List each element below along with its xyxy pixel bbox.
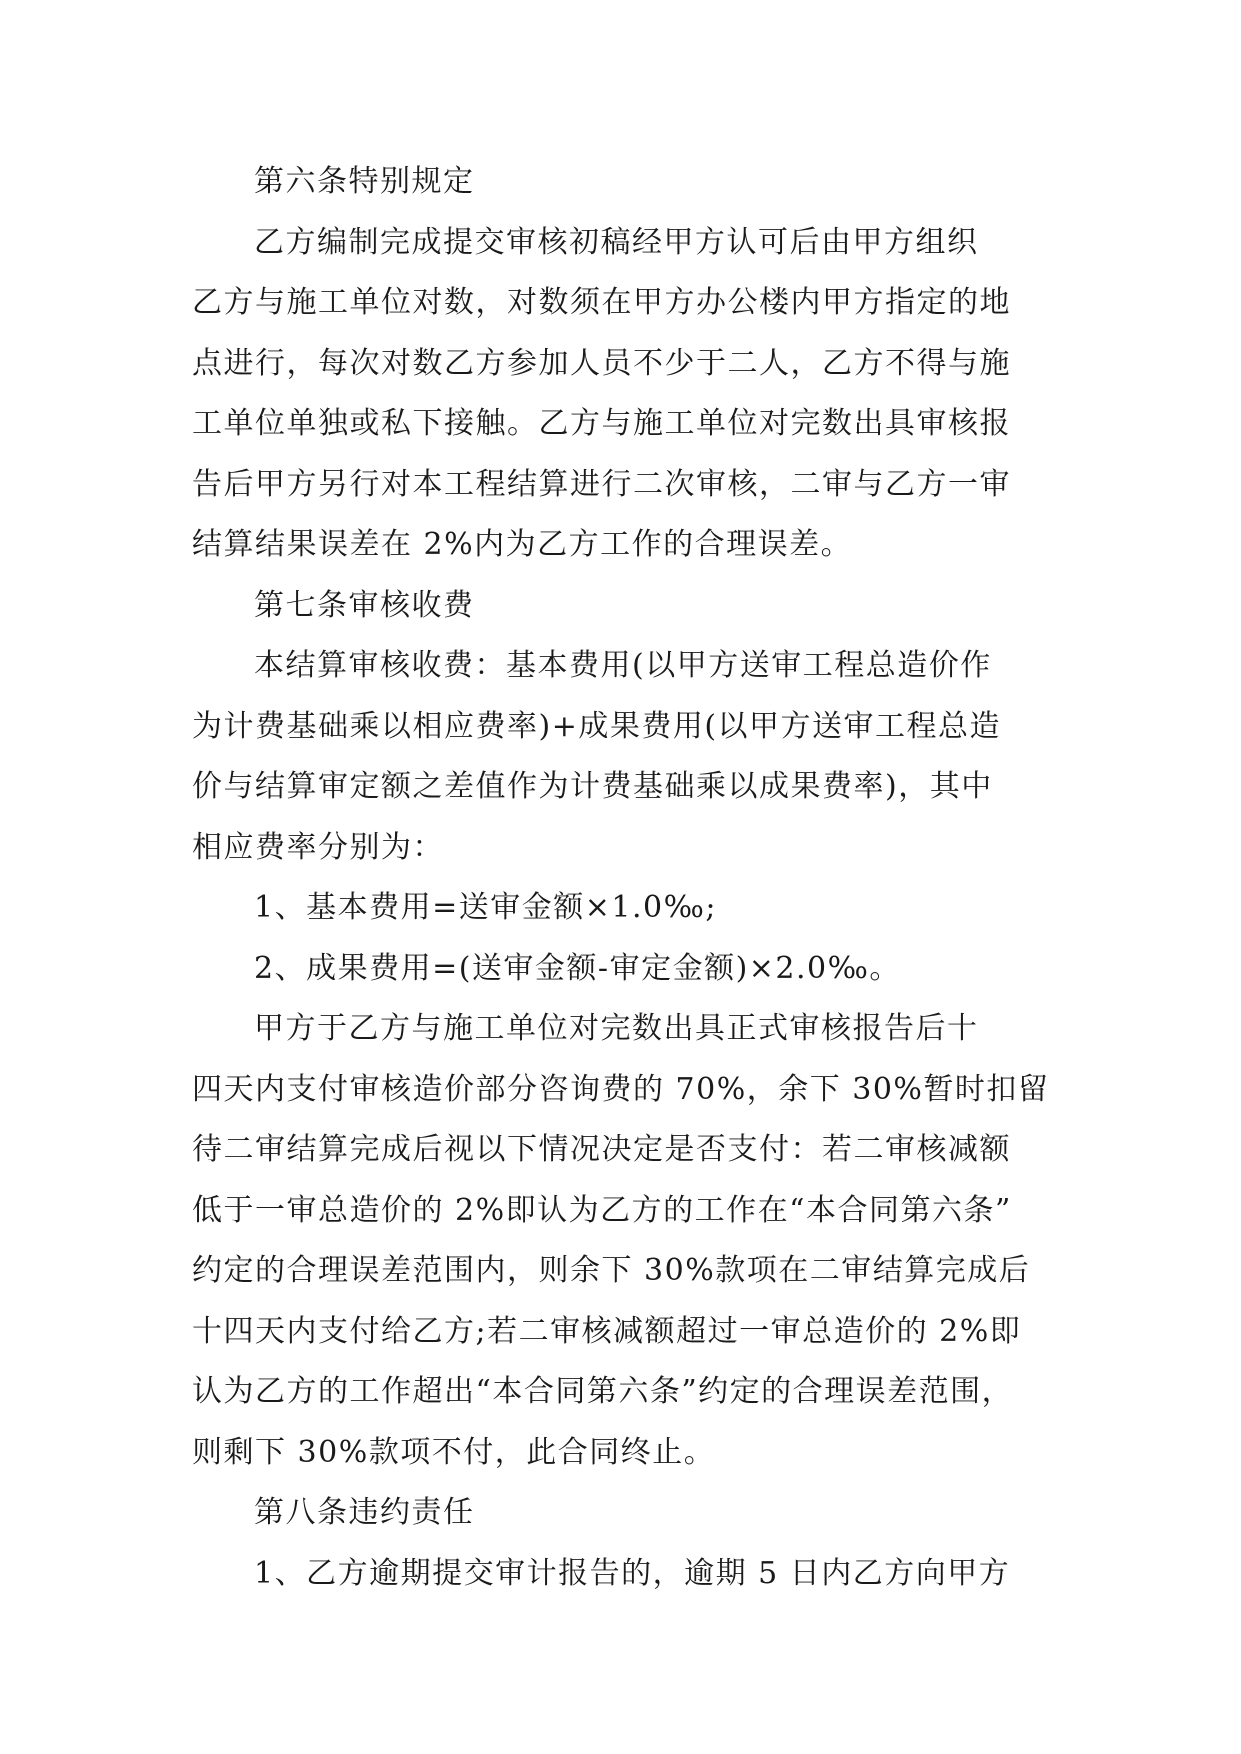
text-line: 乙方编制完成提交审核初稿经甲方认可后由甲方组织 xyxy=(254,224,979,260)
text-line: 价与结算审定额之差值作为计费基础乘以成果费率)，其中 xyxy=(192,769,993,804)
text-line: 四天内支付审核造价部分咨询费的 70%，余下 30%暂时扣留 xyxy=(192,1071,1050,1107)
article-7-payment-paragraph xyxy=(192,999,1052,1483)
heading-line: 第八条违约责任 xyxy=(254,1495,475,1530)
text-line: 结算结果误差在 2%内为乙方工作的合理误差。 xyxy=(192,527,853,562)
text-line: 十四天内支付给乙方;若二审核减额超过一审总造价的 2%即 xyxy=(192,1313,1022,1349)
heading-line: 第七条审核收费 xyxy=(254,587,475,623)
article-7-item-2 xyxy=(192,939,1052,1000)
text-line: 工单位单独或私下接触。乙方与施工单位对完数出具审核报 xyxy=(192,406,1011,441)
article-6-heading xyxy=(192,152,1052,213)
article-7-heading xyxy=(192,576,1052,637)
article-8-item-1 xyxy=(192,1544,1052,1605)
article-8-heading xyxy=(192,1483,1052,1544)
text-line: 1、乙方逾期提交审计报告的，逾期 5 日内乙方向甲方 xyxy=(254,1555,1011,1591)
text-line: 点进行，每次对数乙方参加人员不少于二人，乙方不得与施 xyxy=(192,345,1011,381)
text-line: 乙方与施工单位对数，对数须在甲方办公楼内甲方指定的地 xyxy=(192,285,1011,320)
heading-line: 第六条特别规定 xyxy=(254,164,475,199)
text-line: 为计费基础乘以相应费率)+成果费用(以甲方送审工程总造 xyxy=(192,708,1002,744)
text-line: 待二审结算完成后视以下情况决定是否支付：若二审核减额 xyxy=(192,1132,1011,1167)
text-line: 告后甲方另行对本工程结算进行二次审核，二审与乙方一审 xyxy=(192,466,1011,502)
article-7-paragraph xyxy=(192,636,1052,878)
text-line: 1、基本费用=送审金额×1.0‰; xyxy=(254,890,717,925)
text-line: 相应费率分别为： xyxy=(192,829,444,865)
text-line: 甲方于乙方与施工单位对完数出具正式审核报告后十 xyxy=(254,1011,979,1046)
text-line: 2、成果费用=(送审金额-审定金额)×2.0‰。 xyxy=(254,950,901,986)
text-line: 约定的合理误差范围内，则余下 30%款项在二审结算完成后 xyxy=(192,1253,1031,1288)
text-line: 认为乙方的工作超出“本合同第六条”约定的合理误差范围， xyxy=(192,1374,1014,1409)
text-line: 低于一审总造价的 2%即认为乙方的工作在“本合同第六条” xyxy=(192,1192,1012,1228)
text-line: 本结算审核收费：基本费用(以甲方送审工程总造价作 xyxy=(254,648,992,683)
document-body xyxy=(192,152,1052,1604)
article-7-item-1 xyxy=(192,878,1052,939)
text-line: 则剩下 30%款项不付，此合同终止。 xyxy=(192,1434,716,1470)
article-6-paragraph xyxy=(192,213,1052,576)
